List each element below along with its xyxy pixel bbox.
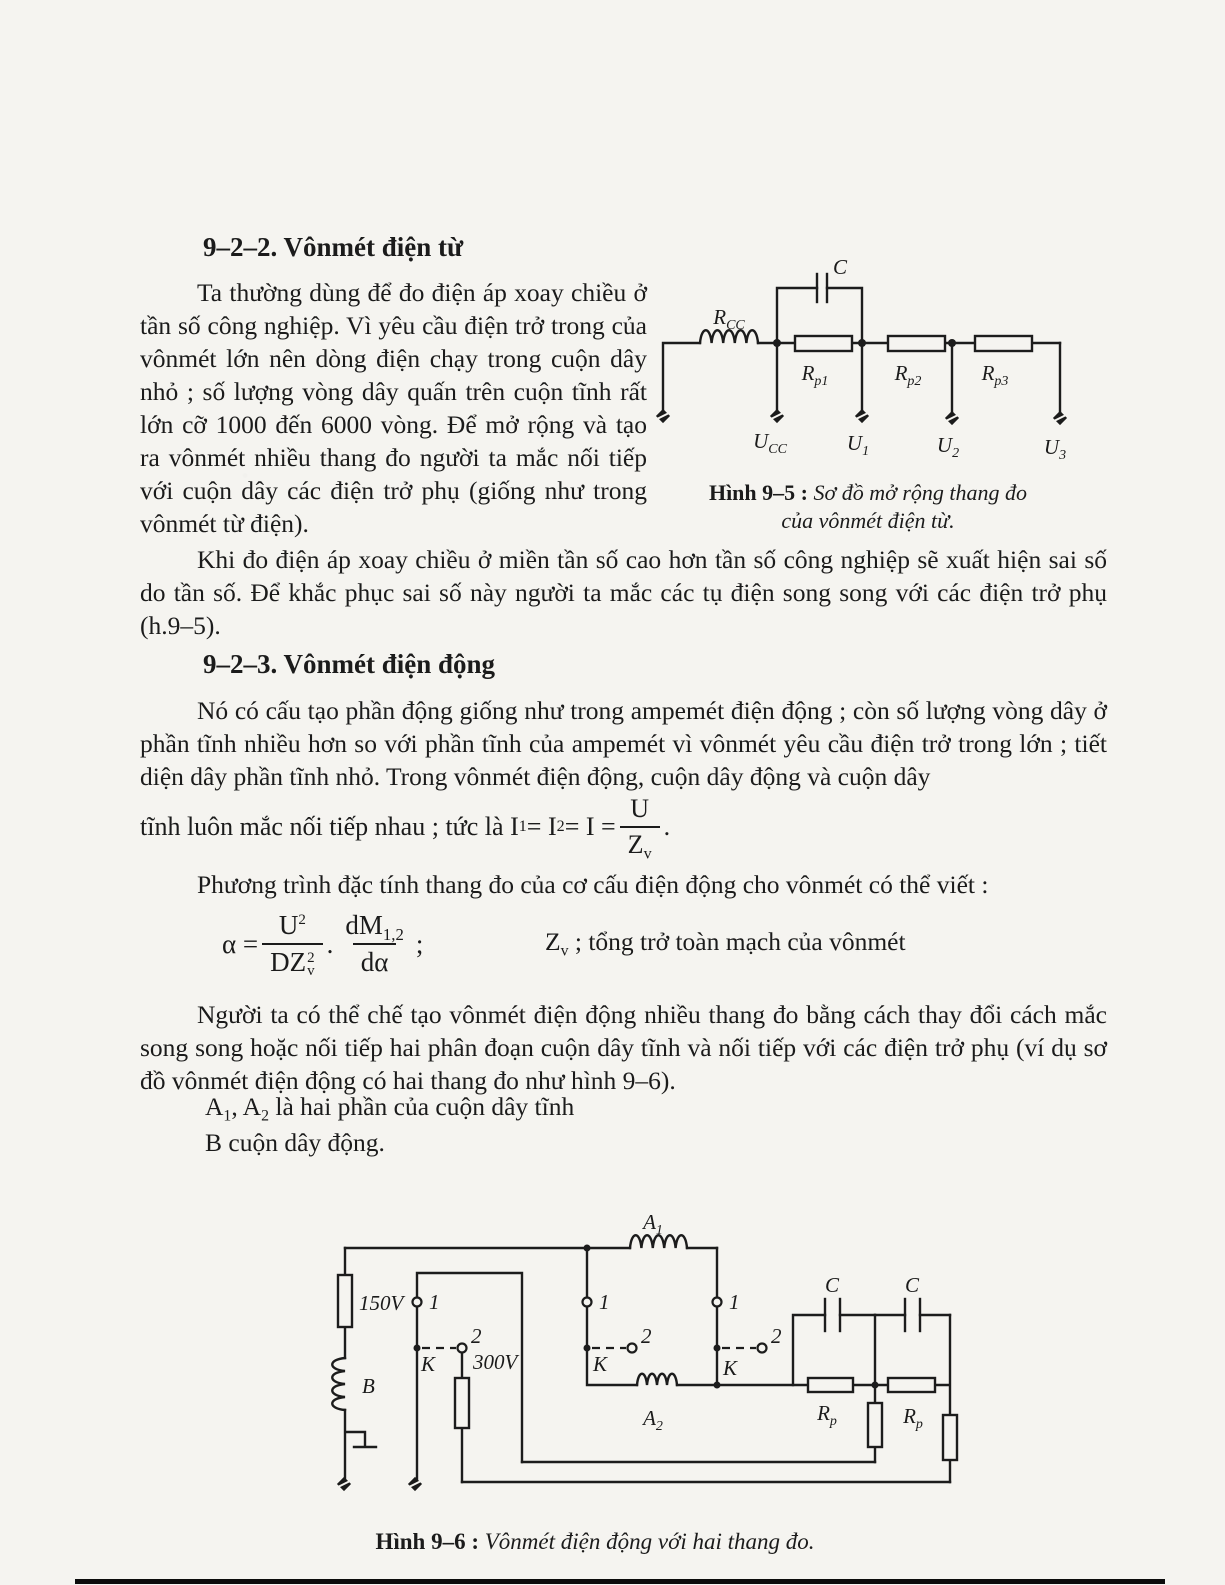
label-coil-b: B <box>362 1374 375 1398</box>
fraction-denominator: $Z_v$ <box>620 826 660 860</box>
terminals-fig95 <box>655 409 1068 425</box>
node-ucc <box>773 339 781 347</box>
resistor-rp3 <box>975 336 1032 351</box>
fraction-1-num: $U^2$ <box>278 910 306 940</box>
formula-pre-text: tĩnh luôn mắc nối tiếp nhau ; tức là I <box>140 812 519 841</box>
figure-9-6-caption <box>285 1528 905 1556</box>
resistor-rp-1 <box>808 1378 853 1392</box>
inline-formula-line: tĩnh luôn mắc nối tiếp nhau ; tức là I 1 = I 2 = I = $\frac{U}{Z_v}$ . <box>140 794 671 863</box>
coil-b <box>332 1358 345 1410</box>
line-a1-a2: $A_1$, $A_2$ là hai phần của cuộn dây tĩnh <box>205 1092 575 1125</box>
formula-semicolon: ; <box>415 928 424 959</box>
node-u1 <box>858 339 866 347</box>
caption-text-line1: Sơ đồ mở rộng thang đo <box>807 480 1028 505</box>
zv-description: ; tổng trở toàn mạch của vônmét <box>568 927 906 956</box>
scan-edge-bar <box>75 1579 1165 1584</box>
label-contact1-k2: 1 <box>599 1290 610 1314</box>
caption-text: Vônmét điện động với hai thang đo. <box>479 1529 815 1554</box>
label-rp3: $R_{p3}$ <box>981 361 1009 389</box>
paragraph-923-1: Nó có cấu tạo phần động giống như trong ampemét điện động ; còn số lượng vòng dây ở phần tĩnh nhiều hơn so với phần tĩnh của ampemét vì vônmét yêu cầu điện trở trong lớn ; tiết diện dây phần tĩnh nhỏ. Trong vônmét điện động, cuộn dây động và cuộn dây <box>140 696 1107 791</box>
figure-9-5-caption <box>652 479 1084 535</box>
display-formula <box>222 898 423 990</box>
caption-number: Hình 9–6 : <box>375 1529 479 1554</box>
multiplication-dot: . <box>326 928 334 959</box>
label-u3: $U_3$ <box>1043 435 1067 463</box>
label-c: C <box>832 256 848 279</box>
switch-k1 <box>413 1298 467 1353</box>
formula-lhs: α = <box>222 928 259 959</box>
resistor-rp2 <box>888 336 945 351</box>
label-contact1-k3: 1 <box>729 1290 740 1314</box>
label-150v: 150V <box>359 1291 404 1315</box>
label-c2: C <box>904 1273 920 1297</box>
label-rp1: $R_{p1}$ <box>801 361 829 389</box>
resistor-150v <box>338 1275 352 1327</box>
resistor-rp-2 <box>888 1378 935 1392</box>
label-contact1-k1: 1 <box>429 1290 440 1314</box>
paragraph-923-2: Phương trình đặc tính thang đo của cơ cấu điện động cho vônmét có thể viết : <box>197 870 989 899</box>
fraction-1-den: DZ 2 v <box>262 943 323 978</box>
label-rcc: $R_{CC}$ <box>713 305 745 333</box>
line-b: B cuộn dây động. <box>205 1128 385 1157</box>
section-heading-922: 9–2–2. Vônmét điện từ <box>203 232 464 262</box>
fraction-2 <box>337 910 411 978</box>
label-ucc: $U_{CC}$ <box>753 429 787 457</box>
fraction-2-num: $dM_{1,2}$ <box>345 910 404 944</box>
label-rp-2: $R_p$ <box>903 1404 923 1432</box>
formula-note: $Z_v$ ; tổng trở toàn mạch của vônmét <box>545 927 906 960</box>
figure-9-5-circuit <box>645 256 1090 474</box>
section-heading-923: 9–2–3. Vônmét điện động <box>203 649 496 679</box>
zv-symbol: Z <box>545 927 561 956</box>
label-contact2-k3: 2 <box>771 1324 782 1348</box>
caption-text-line2: của vônmét điện từ. <box>781 508 955 533</box>
coil-a2 <box>637 1374 677 1385</box>
paragraph-922-1: Ta thường dùng để đo điện áp xoay chiều ở tần số công nghiệp. Vì yêu cầu điện trở trong của vônmét lớn nên dòng điện chạy trong cuộn dây nhỏ ; số lượng vòng dây quấn trên cuộn tĩnh rất lớn cỡ 1000 đến 6000 vòng. Để mở rộng và tạo ra vônmét nhiều thang đo người ta mắc nối tiếp với cuộn dây các điện trở phụ (giống như trong vônmét từ điện). <box>140 278 647 538</box>
paragraph-922-2: Khi đo điện áp xoay chiều ở miền tần số cao hơn tần số công nghiệp sẽ xuất hiện sai số do tần số. Để khắc phục sai số này người ta mắc các tụ điện song song với các điện trở phụ (h.9–5). <box>140 545 1107 640</box>
formula-mid2: = I = <box>564 812 616 841</box>
label-300v: 300V <box>473 1350 518 1374</box>
label-contact2-k1: 2 <box>471 1324 482 1348</box>
paragraph-923-3: Người ta có thể chế tạo vônmét điện động nhiều thang đo bằng cách thay đổi cách mắc song song hoặc nối tiếp hai phân đoạn cuộn dây tĩnh và nối tiếp với các điện trở phụ (ví dụ sơ đồ vônmét điện động có hai thang đo như hình 9–6). <box>140 1000 1107 1095</box>
resistor-vertical-1 <box>868 1403 882 1447</box>
node-mid <box>872 1382 879 1389</box>
switch-k2 <box>583 1245 637 1353</box>
formula-mid1: = I <box>526 812 557 841</box>
label-rp2: $R_{p2}$ <box>894 361 922 389</box>
figure-9-6-circuit <box>300 1195 980 1505</box>
formula-period: . <box>663 812 671 841</box>
fraction-numerator: U <box>630 794 650 823</box>
label-u1: $U_1$ <box>846 431 870 459</box>
label-u2: $U_2$ <box>936 433 960 461</box>
resistor-300v <box>455 1378 469 1428</box>
label-c1: C <box>824 1273 840 1297</box>
fraction-2-den: dα <box>353 943 397 978</box>
label-a1: $A_1$ <box>643 1210 663 1238</box>
caption-number: Hình 9–5 : <box>708 480 808 505</box>
label-k1: K <box>421 1352 436 1376</box>
label-k2: K <box>593 1352 608 1376</box>
label-k3: K <box>723 1356 738 1380</box>
resistor-vertical-2 <box>943 1415 957 1460</box>
fraction-u-over-zv <box>620 794 660 863</box>
label-contact2-k2: 2 <box>641 1324 652 1348</box>
switch-k3 <box>713 1298 767 1389</box>
node-u2 <box>948 339 956 347</box>
terminals-fig96 <box>336 1477 423 1491</box>
label-rp-1: $R_p$ <box>817 1401 837 1429</box>
resistor-rp1 <box>795 336 852 351</box>
fraction-1 <box>262 910 323 978</box>
label-a2: $A_2$ <box>643 1406 663 1434</box>
